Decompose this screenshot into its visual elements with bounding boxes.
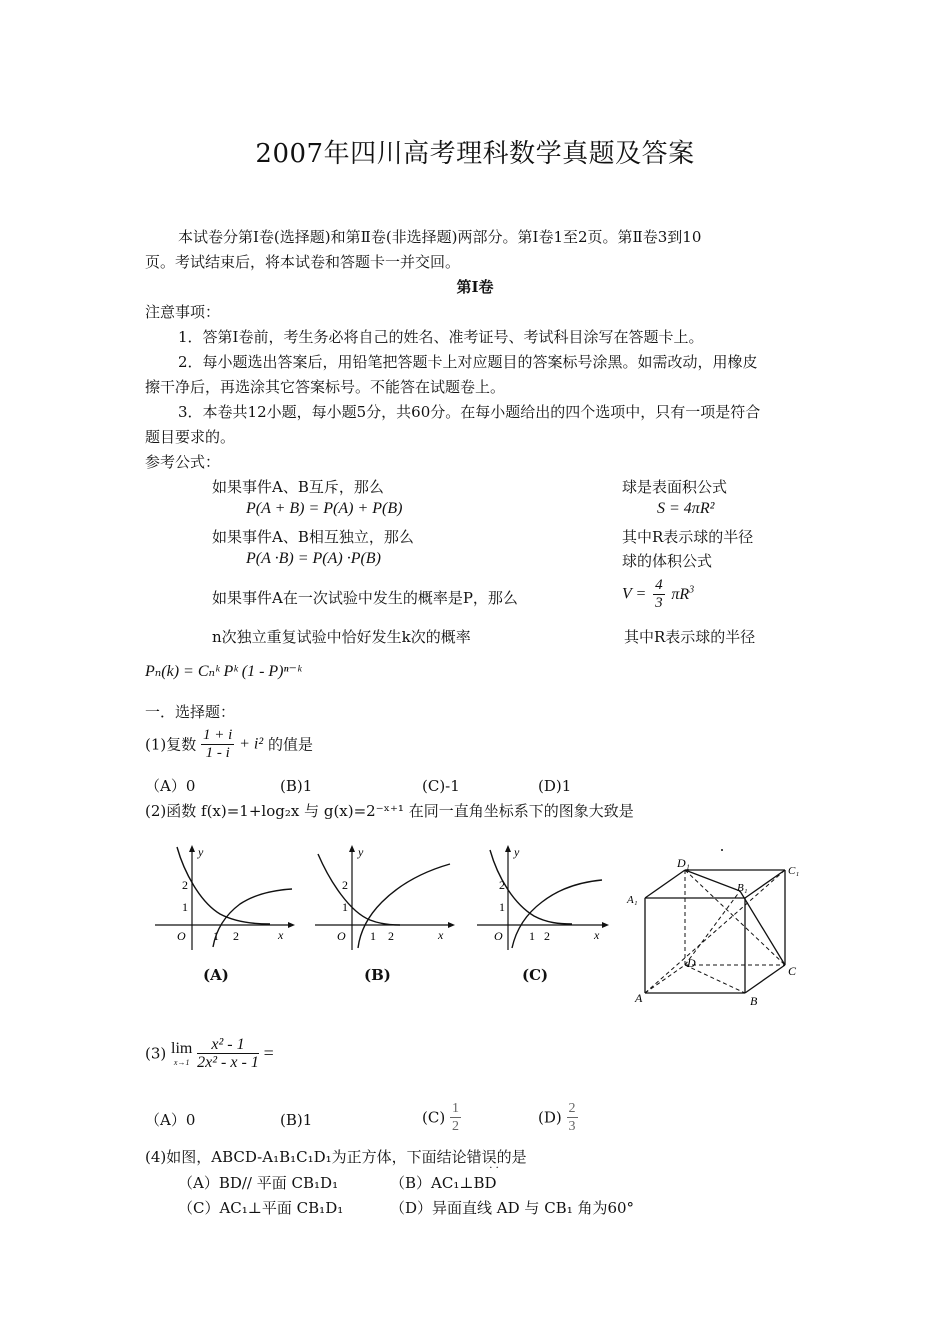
- q3-option-d: (D) $\frac{2}{3}$: [538, 1101, 576, 1134]
- note-1: 1．答第Ⅰ卷前，考生务必将自己的姓名、准考证号、考试科目涂写在答题卡上。: [178, 328, 704, 346]
- svg-text:x: x: [594, 928, 600, 942]
- note-2b: 擦干净后，再选涂其它答案标号。不能答在试题卷上。: [145, 378, 506, 396]
- formula-left-2: 如果事件A、B相互独立，那么: [212, 528, 414, 546]
- notes-heading: 注意事项：: [145, 303, 221, 321]
- svg-text:O: O: [494, 929, 503, 943]
- formula-right-3-expr: V = $\frac{4}{3}$ $\pi R^3$: [622, 577, 695, 611]
- note-3b: 题目要求的。: [145, 428, 236, 446]
- binomial-formula: Pₙ(k) = Cₙᵏ Pᵏ (1 - P)ⁿ⁻ᵏ: [145, 663, 302, 680]
- question-3: (3) lim x→1 $\frac{\text{x² - 1}}{\text{2x² - x - 1}}$ =: [145, 1036, 274, 1071]
- svg-text:1: 1: [182, 900, 188, 914]
- cube-label-d: D: [687, 956, 696, 970]
- note-3a: 3．本卷共12小题，每小题5分，共60分。在每小题给出的四个选项中，只有一项是符合: [178, 403, 761, 421]
- svg-text:x: x: [438, 928, 444, 942]
- formula-right-3: 球的体积公式: [622, 552, 713, 570]
- svg-text:x: x: [278, 928, 284, 942]
- q1-option-a: （A）0: [145, 777, 196, 795]
- cube-label-a1: A₁: [627, 894, 638, 906]
- q4-option-c: （C）AC₁⊥平面 CB₁D₁: [178, 1199, 344, 1217]
- graph-a-label: (A): [203, 966, 229, 984]
- svg-text:1: 1: [342, 900, 348, 914]
- emphasis-dots: · ·: [489, 1163, 499, 1174]
- graph-c-label: (C): [522, 966, 549, 984]
- section-title: 第Ⅰ卷: [456, 278, 494, 296]
- formula-right-4: 其中R表示球的半径: [624, 628, 756, 646]
- graph-b: [310, 842, 460, 952]
- formula-right-1-expr: S = 4πR²: [657, 500, 715, 517]
- page-title: 2007年四川高考理科数学真题及答案: [255, 139, 695, 169]
- svg-text:2: 2: [342, 878, 348, 892]
- q1-option-c: (C)-1: [422, 777, 460, 795]
- formula-left-1-expr: P(A + B) = P(A) + P(B): [246, 500, 403, 517]
- graph-a: [150, 842, 300, 952]
- q3-option-a: （A）0: [145, 1111, 196, 1129]
- cube-label-c1: C₁: [788, 865, 800, 877]
- svg-text:2: 2: [499, 878, 505, 892]
- formula-right-2: 其中R表示球的半径: [622, 528, 754, 546]
- cube-label-b: B: [750, 994, 758, 1008]
- q4-option-a: （A）BD// 平面 CB₁D₁: [178, 1174, 339, 1192]
- cube-figure: [625, 843, 815, 1013]
- q4-option-b: （B）AC₁⊥BD: [390, 1174, 497, 1192]
- formula-left-4: n次独立重复试验中恰好发生k次的概率: [212, 628, 471, 646]
- svg-text:2: 2: [182, 878, 188, 892]
- q3-option-b: (B)1: [280, 1111, 313, 1129]
- formula-left-2-expr: P(A ·B) = P(A) ·P(B): [246, 550, 381, 567]
- intro-line-1: 本试卷分第Ⅰ卷(选择题)和第Ⅱ卷(非选择题)两部分。第Ⅰ卷1至2页。第Ⅱ卷3到10: [178, 228, 702, 246]
- svg-text:1: 1: [370, 929, 376, 943]
- formulas-heading: 参考公式：: [145, 453, 221, 471]
- formula-left-3: 如果事件A在一次试验中发生的概率是P，那么: [212, 589, 518, 607]
- svg-text:2: 2: [388, 929, 394, 943]
- svg-text:y: y: [198, 845, 204, 859]
- question-1: (1)复数 $\frac{1 + i}{1 - i}$ + i² 的值是: [145, 727, 313, 761]
- section-1-heading: 一．选择题：: [145, 703, 236, 721]
- question-4: (4)如图，ABCD-A₁B₁C₁D₁为正方体，下面结论错误的是: [145, 1148, 527, 1166]
- note-2a: 2．每小题选出答案后，用铅笔把答题卡上对应题目的答案标号涂黑。如需改动，用橡皮: [178, 353, 758, 371]
- svg-text:y: y: [358, 845, 364, 859]
- cube-label-c: C: [788, 964, 797, 978]
- svg-text:O: O: [337, 929, 346, 943]
- q3-option-c: (C) $\frac{1}{2}$: [422, 1101, 459, 1134]
- q1-option-d: (D)1: [538, 777, 572, 795]
- svg-text:1: 1: [529, 929, 535, 943]
- formula-left-1: 如果事件A、B互斥，那么: [212, 478, 384, 496]
- cube-label-d1: D₁: [677, 856, 690, 870]
- svg-text:2: 2: [544, 929, 550, 943]
- cube-label-a: A: [635, 991, 643, 1005]
- graph-c: [472, 842, 622, 952]
- svg-text:y: y: [514, 845, 520, 859]
- q1-option-b: (B)1: [280, 777, 313, 795]
- svg-text:1: 1: [213, 929, 219, 943]
- formula-right-1: 球是表面积公式: [622, 478, 728, 496]
- question-2: (2)函数 f(x)=1+log₂x 与 g(x)=2⁻ˣ⁺¹ 在同一直角坐标系下的图象大致是: [145, 802, 634, 820]
- cube-label-b1: B₁: [737, 882, 748, 894]
- intro-line-2: 页。考试结束后，将本试卷和答题卡一并交回。: [145, 253, 461, 271]
- svg-text:1: 1: [499, 900, 505, 914]
- svg-text:O: O: [177, 929, 186, 943]
- q4-option-d: （D）异面直线 AD 与 CB₁ 角为60°: [390, 1199, 635, 1217]
- svg-text:2: 2: [233, 929, 239, 943]
- graph-b-label: (B): [364, 966, 391, 984]
